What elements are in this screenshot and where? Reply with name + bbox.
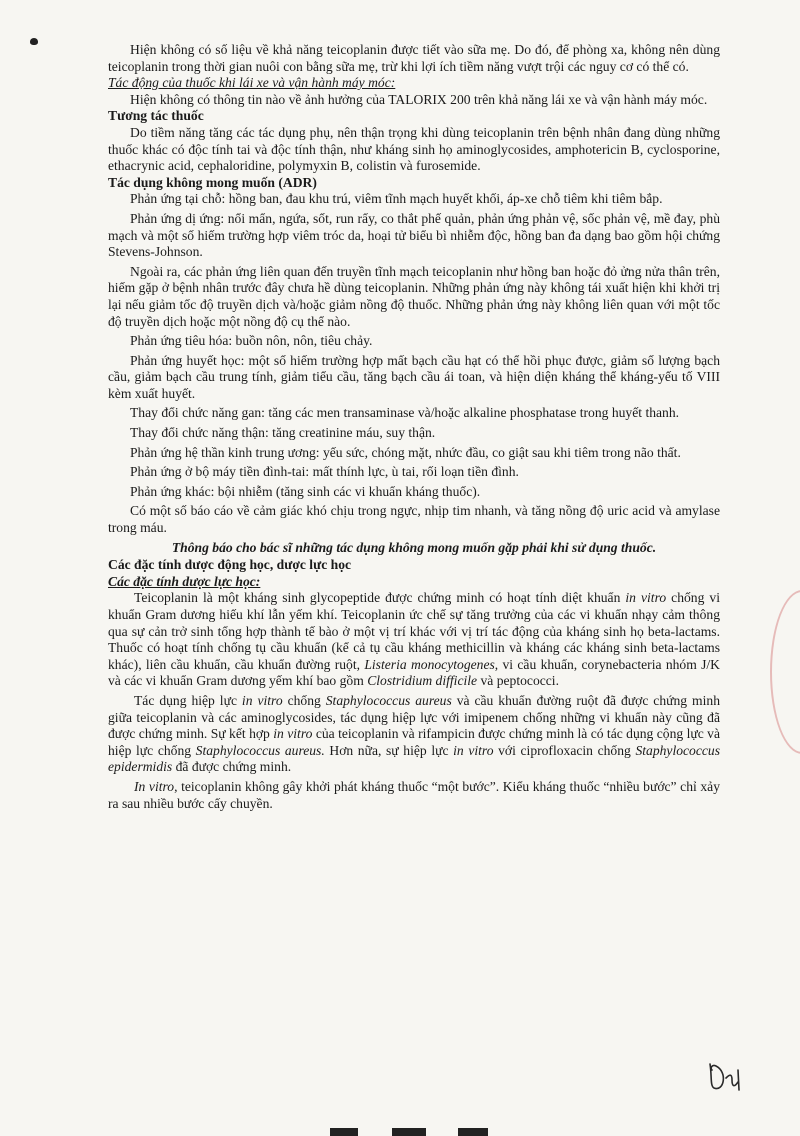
adr-local: Phản ứng tại chỗ: hồng ban, đau khu trú, viêm tĩnh mạch huyết khối, áp-xe chỗ tiêm khi tiêm bắp. (130, 191, 663, 207)
bottom-edge-mark (330, 1128, 358, 1136)
document-page (108, 42, 720, 812)
adr-heading: Tác dụng không mong muốn (ADR) (108, 174, 317, 190)
adr-vestibular: Phản ứng ở bộ máy tiền đình-tai: mất thính lực, ù tai, rối loạn tiền đình. (130, 464, 519, 480)
pd-paragraph-1: Teicoplanin là một kháng sinh glycopeptide được chứng minh có hoạt tính diệt khuẩn in vitro chống vi khuẩn Gram dương hiếu khí lẫn yếm khí. Teicoplanin ức chế sự tăng trưởng của các vi khuẩn nhạy cảm thông qua sự cản trở sinh tổng hợp thành tế bào ở một vị trí khác với vị trí tác động của kháng sinh họ beta-lactams. Thuốc có hoạt tính chống tụ cầu khuẩn (kể cả tụ cầu kháng methicillin và kháng các kháng sinh beta-lactams khác), liên cầu khuẩn, cầu khuẩn đường ruột, Listeria monocytogenes, vi cầu khuẩn, corynebacteria nhóm J/K và các vi khuẩn Gram dương yếm khí bao gồm Clostridium difficile và peptococci. (108, 590, 720, 689)
adr-liver: Thay đổi chức năng gan: tăng các men transaminase và/hoặc alkaline phosphatase trong huyết thanh. (130, 405, 680, 421)
adr-cns: Phản ứng hệ thần kinh trung ương: yếu sức, chóng mặt, nhức đầu, co giật sau khi tiêm trong não thất. (130, 444, 681, 460)
handwritten-initials (706, 1056, 746, 1098)
doctor-notice: Thông báo cho bác sĩ những tác dụng không mong muốn gặp phải khi sử dụng thuốc. (171, 539, 657, 555)
pd-paragraph-3: In vitro, teicoplanin không gây khởi phát kháng thuốc “một bước”. Kiểu kháng thuốc “nhiều bước” chỉ xảy ra sau nhiều bước cấy chuyền. (108, 778, 720, 811)
breastfeeding-paragraph: Hiện không có số liệu về khả năng teicoplanin được tiết vào sữa mẹ. Do đó, để phòng xa, không nên dùng teicoplanin trong thời gian nuôi con bằng sữa mẹ, trừ khi lợi ích tiềm năng vượt trội các nguy cơ có thể có. (108, 42, 720, 74)
adr-misc: Có một số báo cáo về cảm giác khó chịu trong ngực, nhịp tim nhanh, và tăng nồng độ uric acid và amylase trong máu. (108, 503, 720, 536)
adr-gi: Phản ứng tiêu hóa: buồn nôn, nôn, tiêu chảy. (130, 333, 373, 349)
bottom-edge-mark (458, 1128, 488, 1136)
adr-allergy: Phản ứng dị ứng: nổi mẩn, ngứa, sốt, run rẩy, co thắt phế quản, phản ứng phản vệ, sốc phản vệ, mề đay, phù mạch và một số hiếm trường hợp viêm tróc da, hoại tử biểu bì nhiễm độc, hồng ban đa dạng bao gồm hội chứng Stevens-Johnson. (108, 210, 720, 260)
interactions-heading: Tương tác thuốc (108, 108, 204, 124)
scan-speck (30, 38, 38, 45)
adr-infusion: Ngoài ra, các phản ứng liên quan đến truyền tĩnh mạch teicoplanin như hồng ban hoặc đỏ ửng nửa thân trên, hiếm gặp ở bệnh nhân trước đây chưa hề dùng teicoplanin. Những phản ứng này không tái xuất hiện khi khởi trị lại nếu giảm tốc độ truyền dịch và/hoặc giảm nồng độ thuốc. Những phản ứng này không liên quan với một tốc độ truyền dịch hoặc một nồng độ cụ thể nào. (108, 263, 720, 329)
adr-kidney: Thay đổi chức năng thận: tăng creatinine máu, suy thận. (130, 425, 436, 441)
interactions-paragraph: Do tiềm năng tăng các tác dụng phụ, nên thận trọng khi dùng teicoplanin trên bệnh nhân đang dùng những thuốc khác có độc tính tai và độc tính thận, như kháng sinh họ aminoglycosides, amphotericin B, cyclosporine, ethacrynic acid, cephaloridine, polymyxin B, colistin và furosemide. (108, 124, 720, 174)
driving-paragraph: Hiện không có thông tin nào về ảnh hưởng của TALORIX 200 trên khả năng lái xe và vận hành máy móc. (130, 91, 708, 107)
pd-subheading: Các đặc tính dược lực học: (108, 573, 261, 589)
pk-pd-heading: Các đặc tính dược động học, dược lực học (108, 557, 352, 573)
adr-hematology: Phản ứng huyết học: một số hiếm trường hợp mất bạch cầu hạt có thể hồi phục được, giảm số lượng bạch cầu, giảm bạch cầu trung tính, giảm tiểu cầu, tăng bạch cầu ái toan, và hiện diện kháng thể kháng-yếu tố VIII kèm xuất huyết. (108, 352, 720, 401)
red-stamp-seal (770, 590, 800, 754)
bottom-edge-mark (392, 1128, 426, 1136)
pd-paragraph-2: Tác dụng hiệp lực in vitro chống Staphylococcus aureus và cầu khuẩn đường ruột đã được chứng minh giữa teicoplanin và các aminoglycosides, tác dụng hiệp lực với imipenem chống những vi khuẩn này cũng đã được chứng minh. Sự kết hợp in vitro của teicoplanin và rifampicin được chứng minh là có tác dụng cộng lực và hiệp lực chống Staphylococcus aureus. Hơn nữa, sự hiệp lực in vitro với ciprofloxacin chống Staphylococcus epidermidis đã được chứng minh. (108, 692, 721, 775)
driving-heading: Tác động của thuốc khi lái xe và vận hành máy móc: (108, 75, 396, 91)
adr-other: Phản ứng khác: bội nhiễm (tăng sinh các vi khuẩn kháng thuốc). (130, 483, 481, 499)
